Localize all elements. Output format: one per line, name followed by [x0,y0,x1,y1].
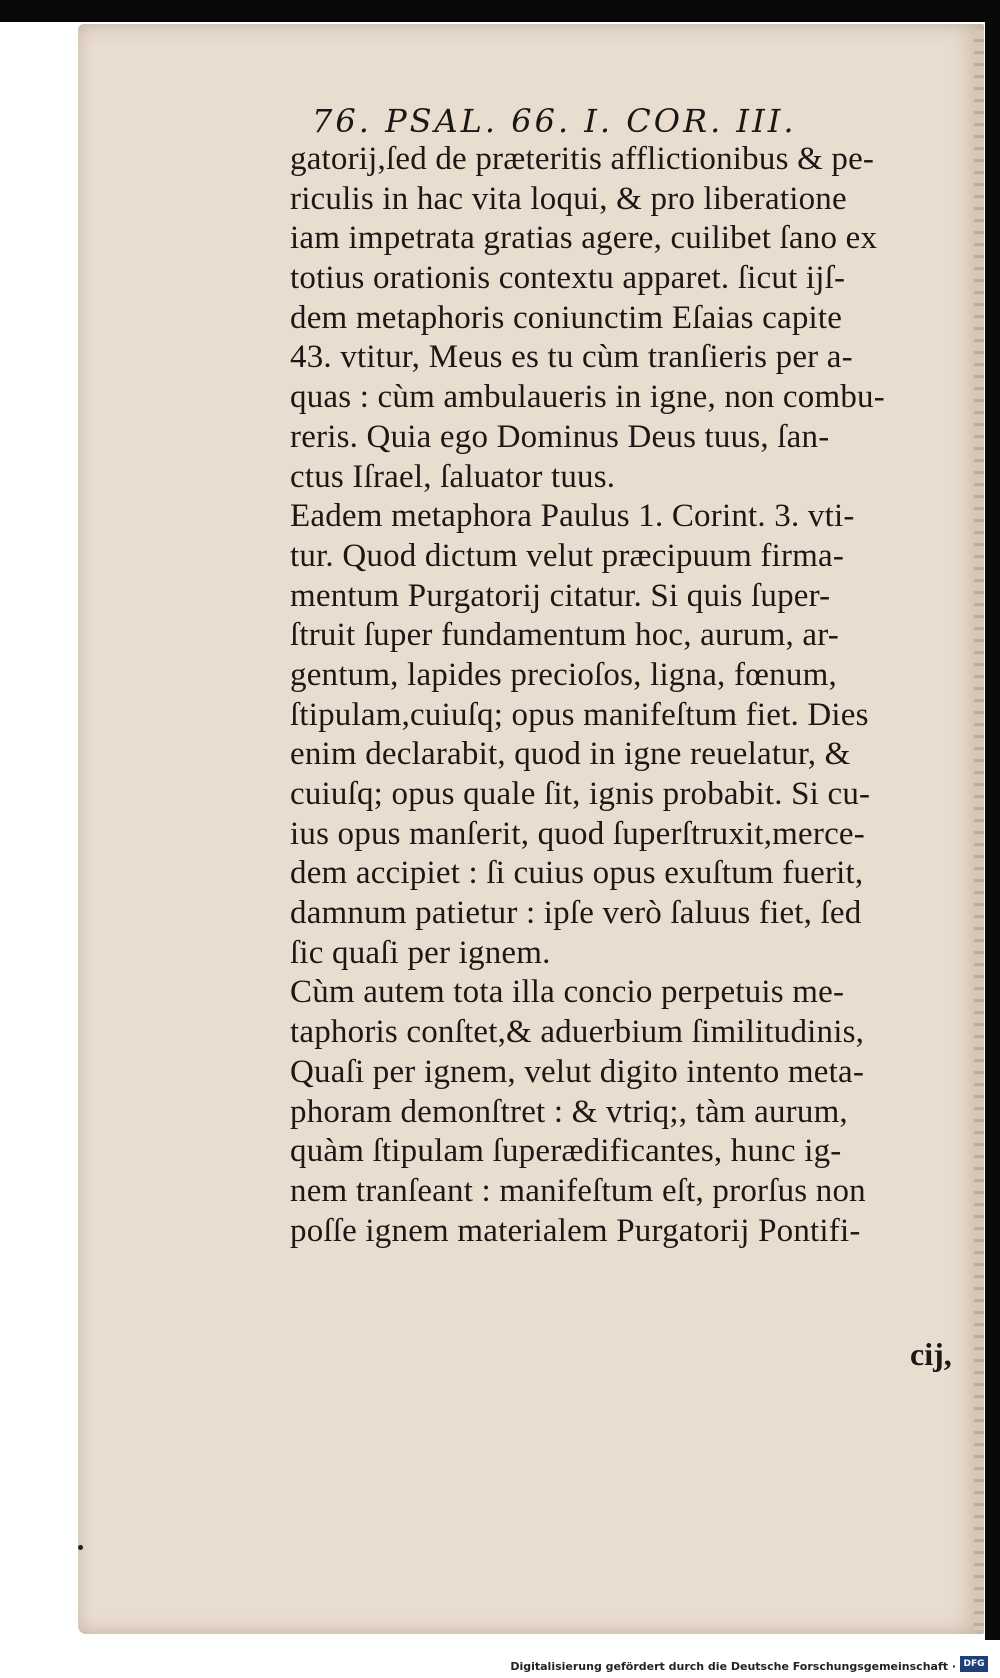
text-line: taphoris conſtet,& aduerbium ſimilitudinis, [290,1014,865,1051]
text-line: ſic quaſi per ignem. [290,934,551,971]
text-line: mentum Purgatorij citatur. Si quis ſuper- [290,577,831,614]
text-line: totius orationis contextu apparet. ſicut ijſ- [290,260,846,297]
text-line: Eadem metaphora Paulus 1. Corint. 3. vti- [290,498,855,535]
text-line: quas : cùm ambulaueris in igne, non combu- [290,379,885,416]
text-line: ſtruit ſuper fundamentum hoc, aurum, ar- [290,617,839,654]
text-line: ſtipulam,cuiuſq; opus manifeſtum fiet. Dies [290,696,869,733]
catchword: cij, [910,1336,952,1372]
text-line: enim declarabit, quod in igne reuelatur, & [290,736,851,773]
text-line: dem accipiet : ſi cuius opus exuſtum fuerit, [290,855,864,892]
text-line: ius opus manſerit, quod ſuperſtruxit,merce- [290,815,865,852]
text-line: reris. Quia ego Dominus Deus tuus, ſan- [290,418,830,455]
text-line: Quaſi per ignem, velut digito intento meta- [290,1053,865,1090]
ink-speck [78,1545,83,1550]
running-head: 76. PSAL. 66. I. COR. III. [312,102,797,140]
text-line: gentum, lapides precioſos, ligna, fœnum, [290,656,837,693]
text-line: 43. vtitur, Meus es tu cùm tranſieris per a- [290,339,853,376]
body-text [290,140,990,1251]
text-line: quàm ſtipulam ſuperædificantes, hunc ig- [290,1133,842,1170]
text-line: nem tranſeant : manifeſtum eſt, prorſus non [290,1172,866,1209]
dfg-logo: DFG [960,1656,988,1672]
text-line: cuiuſq; opus quale ſit, ignis probabit. Si cu- [290,776,871,812]
text-line: damnum patietur : ipſe verò ſaluus fiet, ſed [290,895,862,932]
text-line: Cùm autem tota illa concio perpetuis me- [290,974,845,1011]
text-line: gatorij,ſed de præteritis afflictionibus & pe- [290,141,875,177]
footer-credit: Digitalisierung gefördert durch die Deutsche Forschungsgemeinschaft · [510,1660,956,1673]
text-line: dem metaphoris coniunctim Eſaias capite [290,299,843,336]
text-line: iam impetrata gratias agere, cuilibet ſano ex [290,220,878,257]
scan-background-top [0,0,1000,22]
text-line: poſſe ignem materialem Purgatorij Pontifi- [290,1212,861,1249]
text-line: tur. Quod dictum velut præcipuum firma- [290,537,845,574]
text-line: riculis in hac vita loqui, & pro liberatione [290,180,847,217]
text-line: ctus Iſrael, ſaluator tuus. [290,458,616,495]
text-line: phoram demonſtret : & vtriq;, tàm aurum, [290,1093,848,1130]
